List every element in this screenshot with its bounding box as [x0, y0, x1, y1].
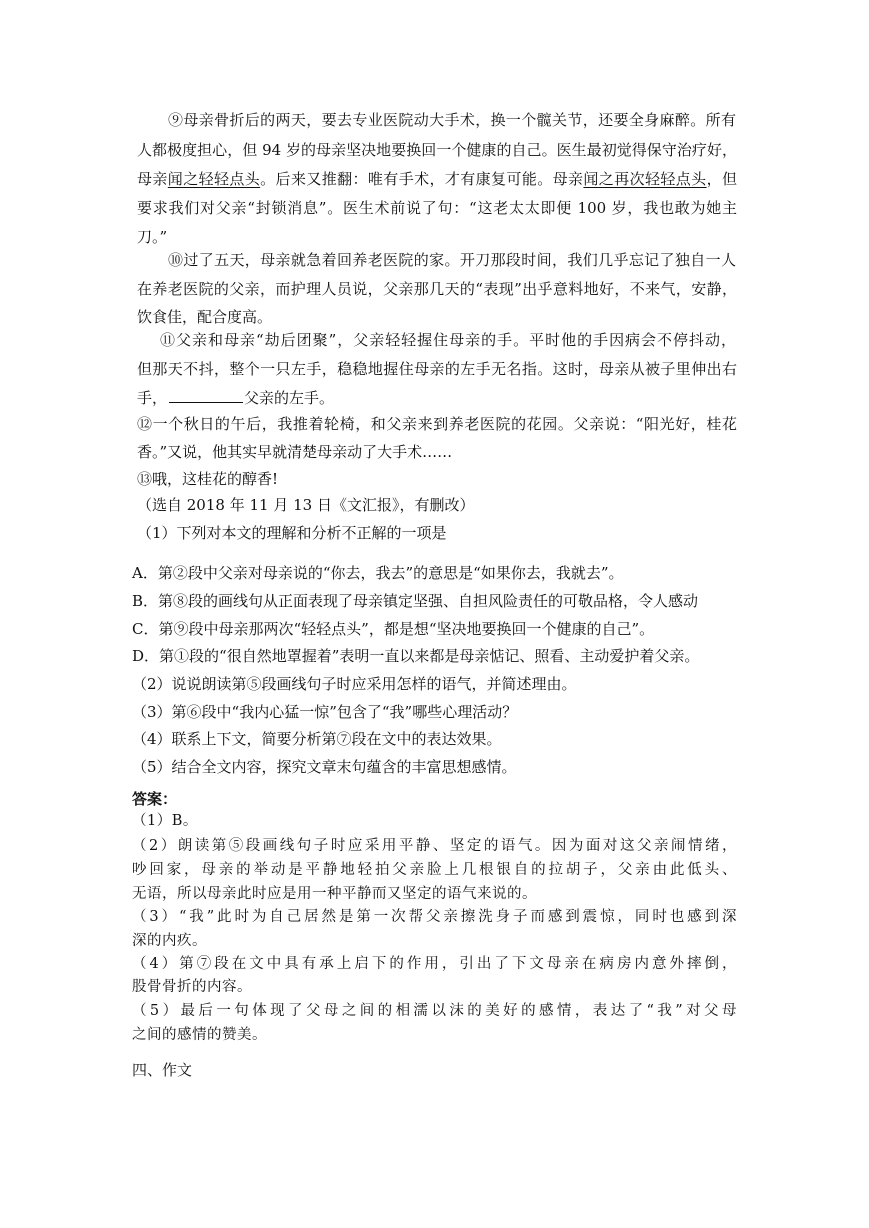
p11-line-3	[137, 387, 334, 408]
p10-line-2: 在养老医院的父亲，而护理人员说，父亲那几天的“表现”出乎意料地好，不来气，安静，	[137, 280, 737, 298]
underlined-phrase-1: 闻之轻轻点头	[167, 170, 261, 188]
p9-line-3-text-a: 母亲	[137, 170, 168, 188]
option-c[interactable]: C．第⑨段中母亲那两次“轻轻点头”，都是想“坚决地要换回一个健康的自己”。	[132, 620, 655, 638]
source-citation: （选自 2018 年 11 月 13 日《文汇报》，有删改）	[137, 496, 475, 514]
option-b[interactable]: B．第⑧段的画线句从正面表现了母亲镇定坚强、自担风险责任的可敬品格，令人感动	[132, 592, 699, 610]
answers-label: 答案：	[132, 790, 178, 808]
answer-2-line-3: 无语，所以母亲此时应是用一种平静而又坚定的语气来说的。	[132, 886, 537, 902]
question-2: （2）说说朗读第⑤段画线句子时应采用怎样的语气，并简述理由。	[132, 675, 577, 693]
answer-4-line-2: 股骨骨折的内容。	[132, 979, 252, 995]
fill-in-blank[interactable]	[169, 387, 243, 403]
p9-line-3	[137, 169, 737, 189]
question-5: （5）结合全文内容，探究文章末句蕴含的丰富思想感情。	[132, 758, 517, 776]
p11-line-1: ⑪父亲和母亲“劫后团聚”，父亲轻轻握住母亲的手。平时他的手因病会不停抖动，	[160, 331, 736, 349]
p9-line-3-text-c: ，但	[706, 170, 737, 188]
answer-5-line-1: （5）最后一句体现了父母之间的相濡以沫的美好的感情，表达了“我”对父母	[132, 1003, 737, 1019]
answer-2-line-2: 吵回家，母亲的举动是平静地轻拍父亲脸上几根银自的拉胡子，父亲由此低头、	[132, 862, 737, 878]
p13-line: ⑬哦，这桂花的醇香!	[137, 470, 279, 488]
section-heading: 四、作文	[132, 1061, 193, 1079]
p10-line-3: 饮食佳，配合度高。	[137, 308, 273, 326]
answer-2-line-1: （2）朗读第⑤段画线句子时应采用平静、坚定的语气。因为面对这父亲闹情绪，	[132, 838, 737, 854]
p9-line-1: ⑨母亲骨折后的两天，要去专业医院动大手术，换一个髋关节，还要全身麻醉。所有	[168, 111, 736, 129]
p9-line-3-text-b: 。后来又推翻：唯有手术，才有康复可能。母亲	[260, 170, 584, 188]
question-3: （3）第⑥段中“我内心猛一惊”包含了“我”哪些心理活动？	[132, 703, 518, 721]
option-d[interactable]: D．第①段的“很自然地罩握着”表明一直以来都是母亲惦记、照看、主动爱护着父亲。	[132, 647, 700, 665]
p12-line-1: ⑫一个秋日的午后，我推着轮椅，和父亲来到养老医院的花园。父亲说：“阳光好，桂花	[137, 415, 737, 433]
question-4: （4）联系上下文，简要分析第⑦段在文中的表达效果。	[132, 730, 502, 748]
p11-line-2: 但那天不抖，整个一只左手，稳稳地握住母亲的左手无名指。这时，母亲从被子里伸出右	[137, 360, 737, 378]
p11-line-3-text-b: 父亲的左手。	[244, 389, 335, 407]
answer-5-line-2: 之间的感情的赞美。	[132, 1027, 267, 1043]
answer-1: （1）B。	[132, 813, 198, 829]
p12-line-2: 香。”又说，他其实早就清楚母亲动了大手术……	[137, 443, 453, 461]
p9-line-4: 要求我们对父亲“封锁消息”。医生术前说了句：“这老太太即便 100 岁，我也敢为她主	[137, 199, 737, 217]
underlined-phrase-2: 闻之再次轻轻点头	[583, 170, 707, 188]
p10-line-1: ⑩过了五天，母亲就急着回养老医院的家。开刀那段时间，我们几乎忘记了独自一人	[168, 251, 736, 269]
p9-line-5: 刀。”	[137, 228, 168, 246]
answer-3-line-2: 深的内疚。	[132, 933, 207, 949]
answer-3-line-1: （3）“我”此时为自己居然是第一次帮父亲擦洗身子而感到震惊，同时也感到深	[132, 909, 737, 925]
question-1: （1）下列对本文的理解和分析不正解的一项是	[137, 524, 447, 542]
option-a[interactable]: A．第②段中父亲对母亲说的“你去，我去”的意思是“如果你去，我就去”。	[132, 564, 624, 582]
answer-4-line-1: （4）第⑦段在文中具有承上启下的作用，引出了下文母亲在病房内意外摔倒，	[132, 956, 737, 972]
p9-line-2: 人都极度担心，但 94 岁的母亲坚决地要换回一个健康的自己。医生最初觉得保守治疗好，	[137, 141, 737, 159]
p11-line-3-text-a: 手，	[137, 389, 168, 407]
